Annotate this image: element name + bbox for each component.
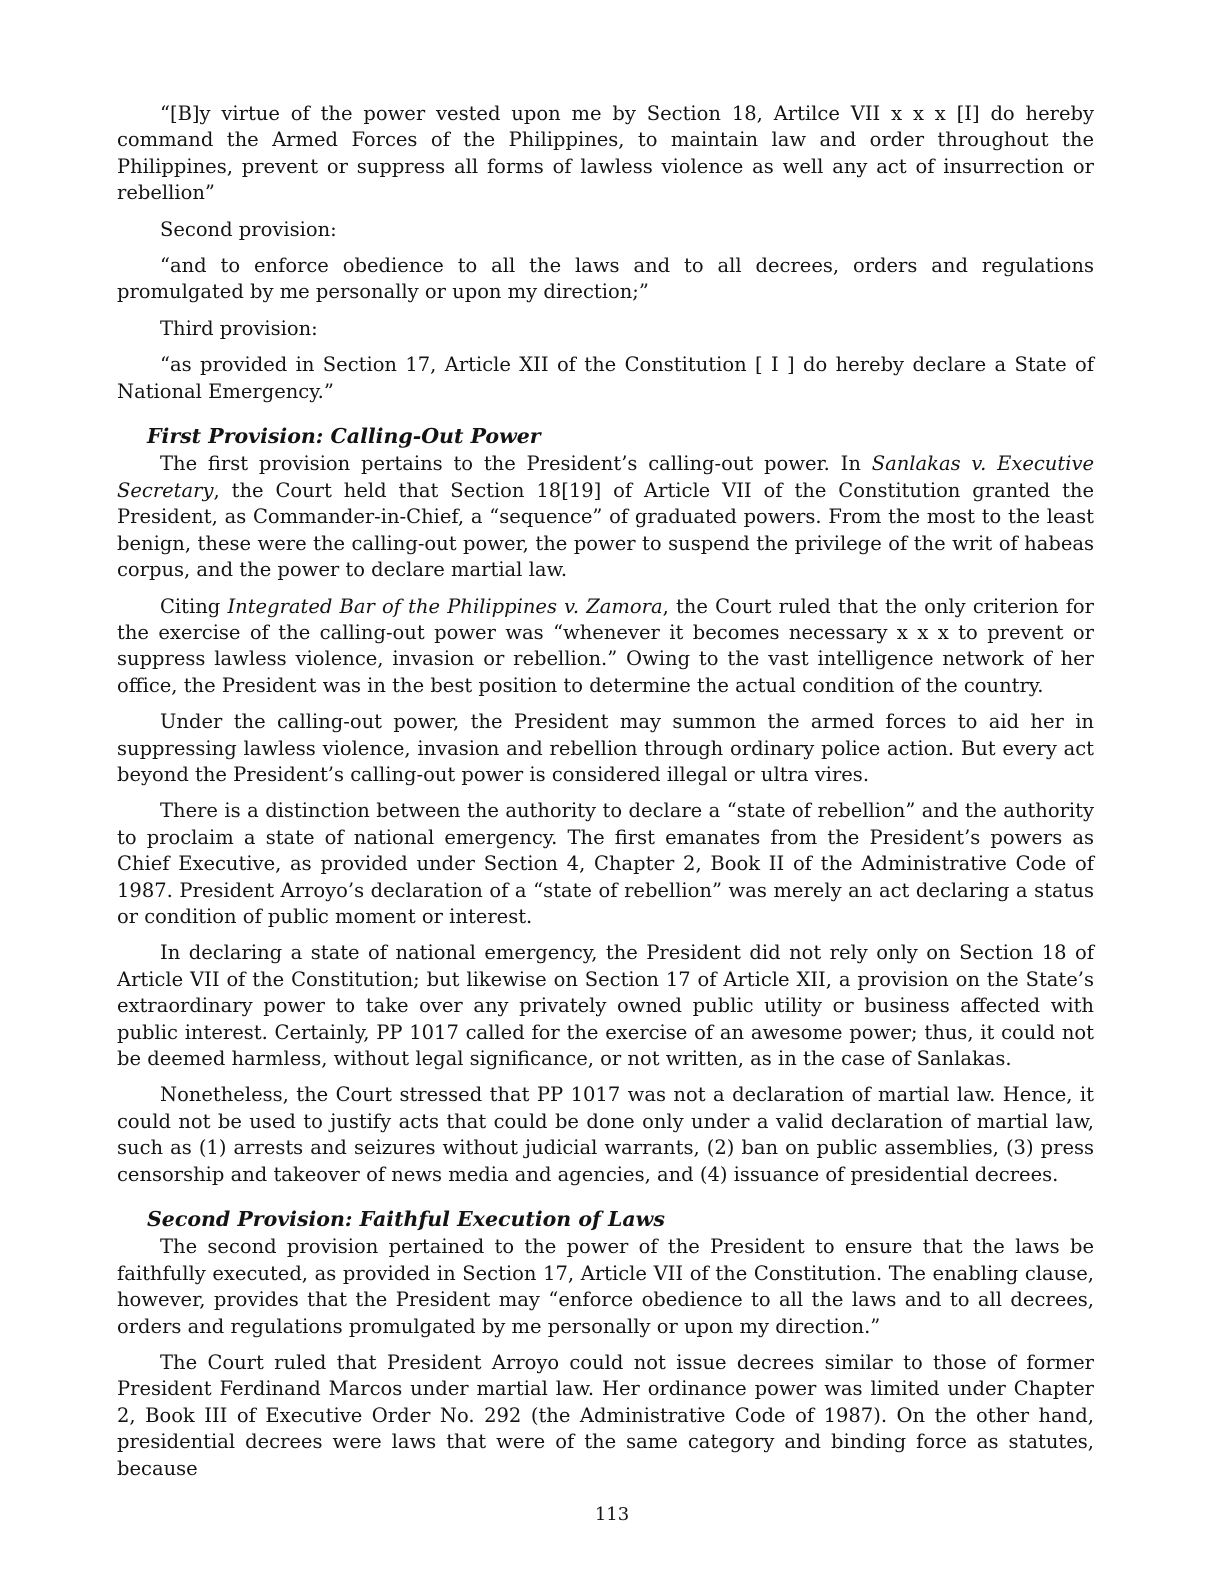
paragraph-state-of-rebellion: There is a distinction between the authority to declare a “state of rebellion” and the authority to proclaim a state of national emergency. The first emanates from the President’s powers as Chief Executive, as provided under Section 4, Chapter 2, Book II of the Administrative Code of 1987. President Arroyo’s declaration of a “state of rebellion” was merely an act declaring a status or condition of public moment or interest. xyxy=(117,799,1094,928)
paragraph-faithful-execution: The second provision pertained to the power of the President to ensure that the laws be faithfully executed, as provided in Section 17, Article VII of the Constitution. The enabling clause, however, provides that the President may “enforce obedience to all the laws and to all decrees, orders and regulations promulgated by me personally or upon my direction.” xyxy=(117,1235,1094,1338)
text-segment: , the Court held that Section 18[19] of Article VII of the Constitution granted the President, as Commander-in-Chief, a “sequence” of graduated powers. From the most to the least benign, these were the calling-out power, the power to suspend the privilege of the writ of habeas corpus, and the power to declare martial law. xyxy=(117,478,1094,582)
quote-second-provision: “and to enforce obedience to all the laws and to all decrees, orders and regulations promulgated by me personally or upon my direction;” xyxy=(117,254,1094,304)
paragraph-calling-out-power xyxy=(117,451,1094,583)
paragraph-not-martial-law: Nonetheless, the Court stressed that PP 1017 was not a declaration of martial law. Hence, it could not be used to justify acts that could be done only under a valid declaration of martial law, such as (1) arrests and seizures without judicial warrants, (2) ban on public assemblies, (3) press censorship and takeover of news media and agencies, and (4) issuance of presidential decrees. xyxy=(117,1083,1094,1186)
label-second-provision: Second provision: xyxy=(160,217,337,241)
heading-second-provision: Second Provision: Faithful Execution of Laws xyxy=(147,1207,665,1232)
paragraph-decrees: The Court ruled that President Arroyo could not issue decrees similar to those of former President Ferdinand Marcos under martial law. Her ordinance power was limited under Chapter 2, Book III of Executive Order No. 292 (the Administrative Code of 1987). On the other hand, presidential decrees were laws that were of the same category and binding force as statutes, because xyxy=(117,1351,1094,1480)
page-number: 113 xyxy=(594,1504,630,1525)
document-page xyxy=(117,101,1094,1482)
paragraph-ibp-zamora xyxy=(117,594,1094,700)
text-segment: Citing xyxy=(160,594,228,618)
case-citation: Sanlakas v. Executive Secretary xyxy=(117,452,1094,502)
text-segment: , the Court ruled that the only criterion for the exercise of the calling-out power was “whenever it becomes necessary x x x to prevent or suppress lawless violence, invasion or rebellion.” Owing to the vast intelligence network of her office, the President was in the best position to determine the actual condition of the country. xyxy=(117,594,1094,697)
text-segment: The first provision pertains to the President’s calling-out power. In xyxy=(160,452,872,476)
case-citation: Integrated Bar of the Philippines v. Zamora xyxy=(227,594,663,618)
label-third-provision: Third provision: xyxy=(160,316,318,340)
paragraph-national-emergency: In declaring a state of national emergency, the President did not rely only on Section 18 of Article VII of the Constitution; but likewise on Section 17 of Article XII, a provision on the State’s extraordinary power to take over any privately owned public utility or business affected with public interest. Certainly, PP 1017 called for the exercise of an awesome power; thus, it could not be deemed harmless, without legal significance, or not written, as in the case of Sanlakas. xyxy=(117,941,1094,1070)
heading-first-provision: First Provision: Calling-Out Power xyxy=(147,424,541,449)
quote-third-provision: “as provided in Section 17, Article XII of the Constitution [ I ] do hereby declare a State of National Emergency.” xyxy=(117,353,1094,403)
paragraph-summon-armed-forces: Under the calling-out power, the President may summon the armed forces to aid her in suppressing lawless violence, invasion and rebellion through ordinary police action. But every act beyond the President’s calling-out power is considered illegal or ultra vires. xyxy=(117,710,1094,786)
quote-first-provision: “[B]y virtue of the power vested upon me by Section 18, Artilce VII x x x [I] do hereby command the Armed Forces of the Philippines, to maintain law and order throughout the Philippines, prevent or suppress all forms of lawless violence as well any act of insurrection or rebellion” xyxy=(117,102,1094,205)
